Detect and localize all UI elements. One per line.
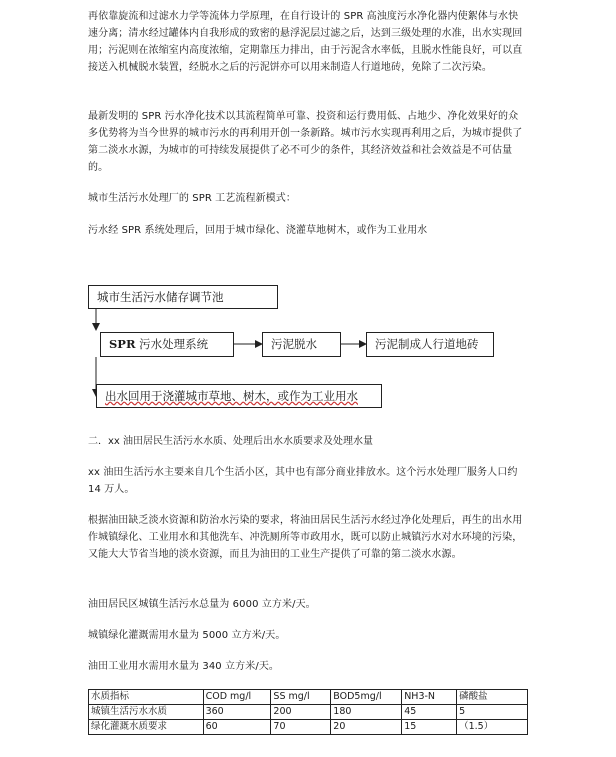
table-cell: 360: [203, 705, 271, 720]
flow-box-storage-pool: 城市生活污水储存调节池: [88, 285, 278, 309]
table-header-cell: BOD5mg/l: [331, 690, 402, 705]
paragraph-flow-intro: 城市生活污水处理厂的 SPR 工艺流程新模式：: [88, 193, 296, 204]
table-cell: （1.5）: [457, 720, 528, 735]
table-header-cell: 磷酸盐: [457, 690, 528, 705]
paragraph-spr-principle: 再依靠旋流和过滤水力学等流体力学原理，在自行设计的 SPR 高浊度污水净化器内使絮体与水快速分离；清水经过罐体内自我形成的致密的悬浮泥层过滤之后，达到三级处理的水准，出水实现回用；污泥则在浓缩室内高度浓缩，定期靠压力排出，由于污泥含水率低，且脱水性能良好，可以直接送入机械脱水装置，经脱水之后的污泥饼亦可以用来制造人行道地砖，免除了二次污染。: [88, 11, 523, 73]
flow-box-sludge-dewatering: 污泥脱水: [262, 332, 341, 357]
table-cell: 5: [457, 705, 528, 720]
water-quality-table: [88, 689, 528, 735]
table-header-cell: 水质指标: [89, 690, 204, 705]
flow-box-sludge-bricks: 污泥制成人行道地砖: [366, 332, 494, 357]
paragraph-total-sewage: 油田居民区城镇生活污水总量为 6000 立方米/天。: [88, 599, 316, 610]
table-header-cell: COD mg/l: [203, 690, 271, 705]
table-cell: 45: [402, 705, 457, 720]
table-cell: 180: [331, 705, 402, 720]
table-row: [89, 705, 528, 720]
paragraph-sewage-source: xx 油田生活污水主要来自几个生活小区，其中也有部分商业排放水。这个污水处理厂服务人口约 14 万人。: [88, 467, 518, 495]
table-cell: 20: [331, 720, 402, 735]
table-header-row: [89, 690, 528, 705]
table-header-cell: SS mg/l: [271, 690, 331, 705]
paragraph-reuse: 污水经 SPR 系统处理后，回用于城市绿化、浇灌草地树木，或作为工业用水: [88, 225, 428, 236]
table-cell: 城镇生活污水水质: [89, 705, 204, 720]
paragraph-reuse-requirement: 根据油田缺乏淡水资源和防治水污染的要求，将油田居民生活污水经过净化处理后，再生的出水用作城镇绿化、工业用水和其他洗车、冲洗厕所等市政用水，既可以防止城镇污水对水环境的污染，又能大大节省当地的淡水资源，而且为油田的工业生产提供了可靠的第二淡水水源。: [88, 515, 523, 560]
flow-box-spr-label: SPR: [109, 337, 136, 351]
table-cell: 200: [271, 705, 331, 720]
table-cell: 60: [203, 720, 271, 735]
paragraph-spr-advantages: 最新发明的 SPR 污水净化技术以其流程简单可靠、投资和运行费用低、占地少、净化效果好的众多优势将为当今世界的城市污水的再利用开创一条新路。城市污水实现再利用之后，为城市提供了第二淡水水源，为城市的可持续发展提供了必不可少的条件，其经济效益和社会效益是不可估量的。: [88, 111, 523, 173]
flow-box-water-reuse: [96, 384, 382, 408]
flow-box-spr-rest: 污水处理系统: [135, 337, 209, 351]
table-cell: 15: [402, 720, 457, 735]
table-cell: 70: [271, 720, 331, 735]
section-heading-2: 二．xx 油田居民生活污水水质、处理后出水水质要求及处理水量: [88, 436, 374, 447]
flow-box-water-reuse-text: 出水回用于浇灌城市草地、树木，或作为工业用水: [105, 389, 358, 403]
flow-box-spr-system: [100, 332, 234, 357]
table-row: [89, 720, 528, 735]
table-header-cell: NH3-N: [402, 690, 457, 705]
paragraph-greening-water: 城镇绿化灌溉需用水量为 5000 立方米/天。: [88, 630, 286, 641]
table-cell: 绿化灌溉水质要求: [89, 720, 204, 735]
paragraph-industrial-water: 油田工业用水需用水量为 340 立方米/天。: [88, 661, 280, 672]
